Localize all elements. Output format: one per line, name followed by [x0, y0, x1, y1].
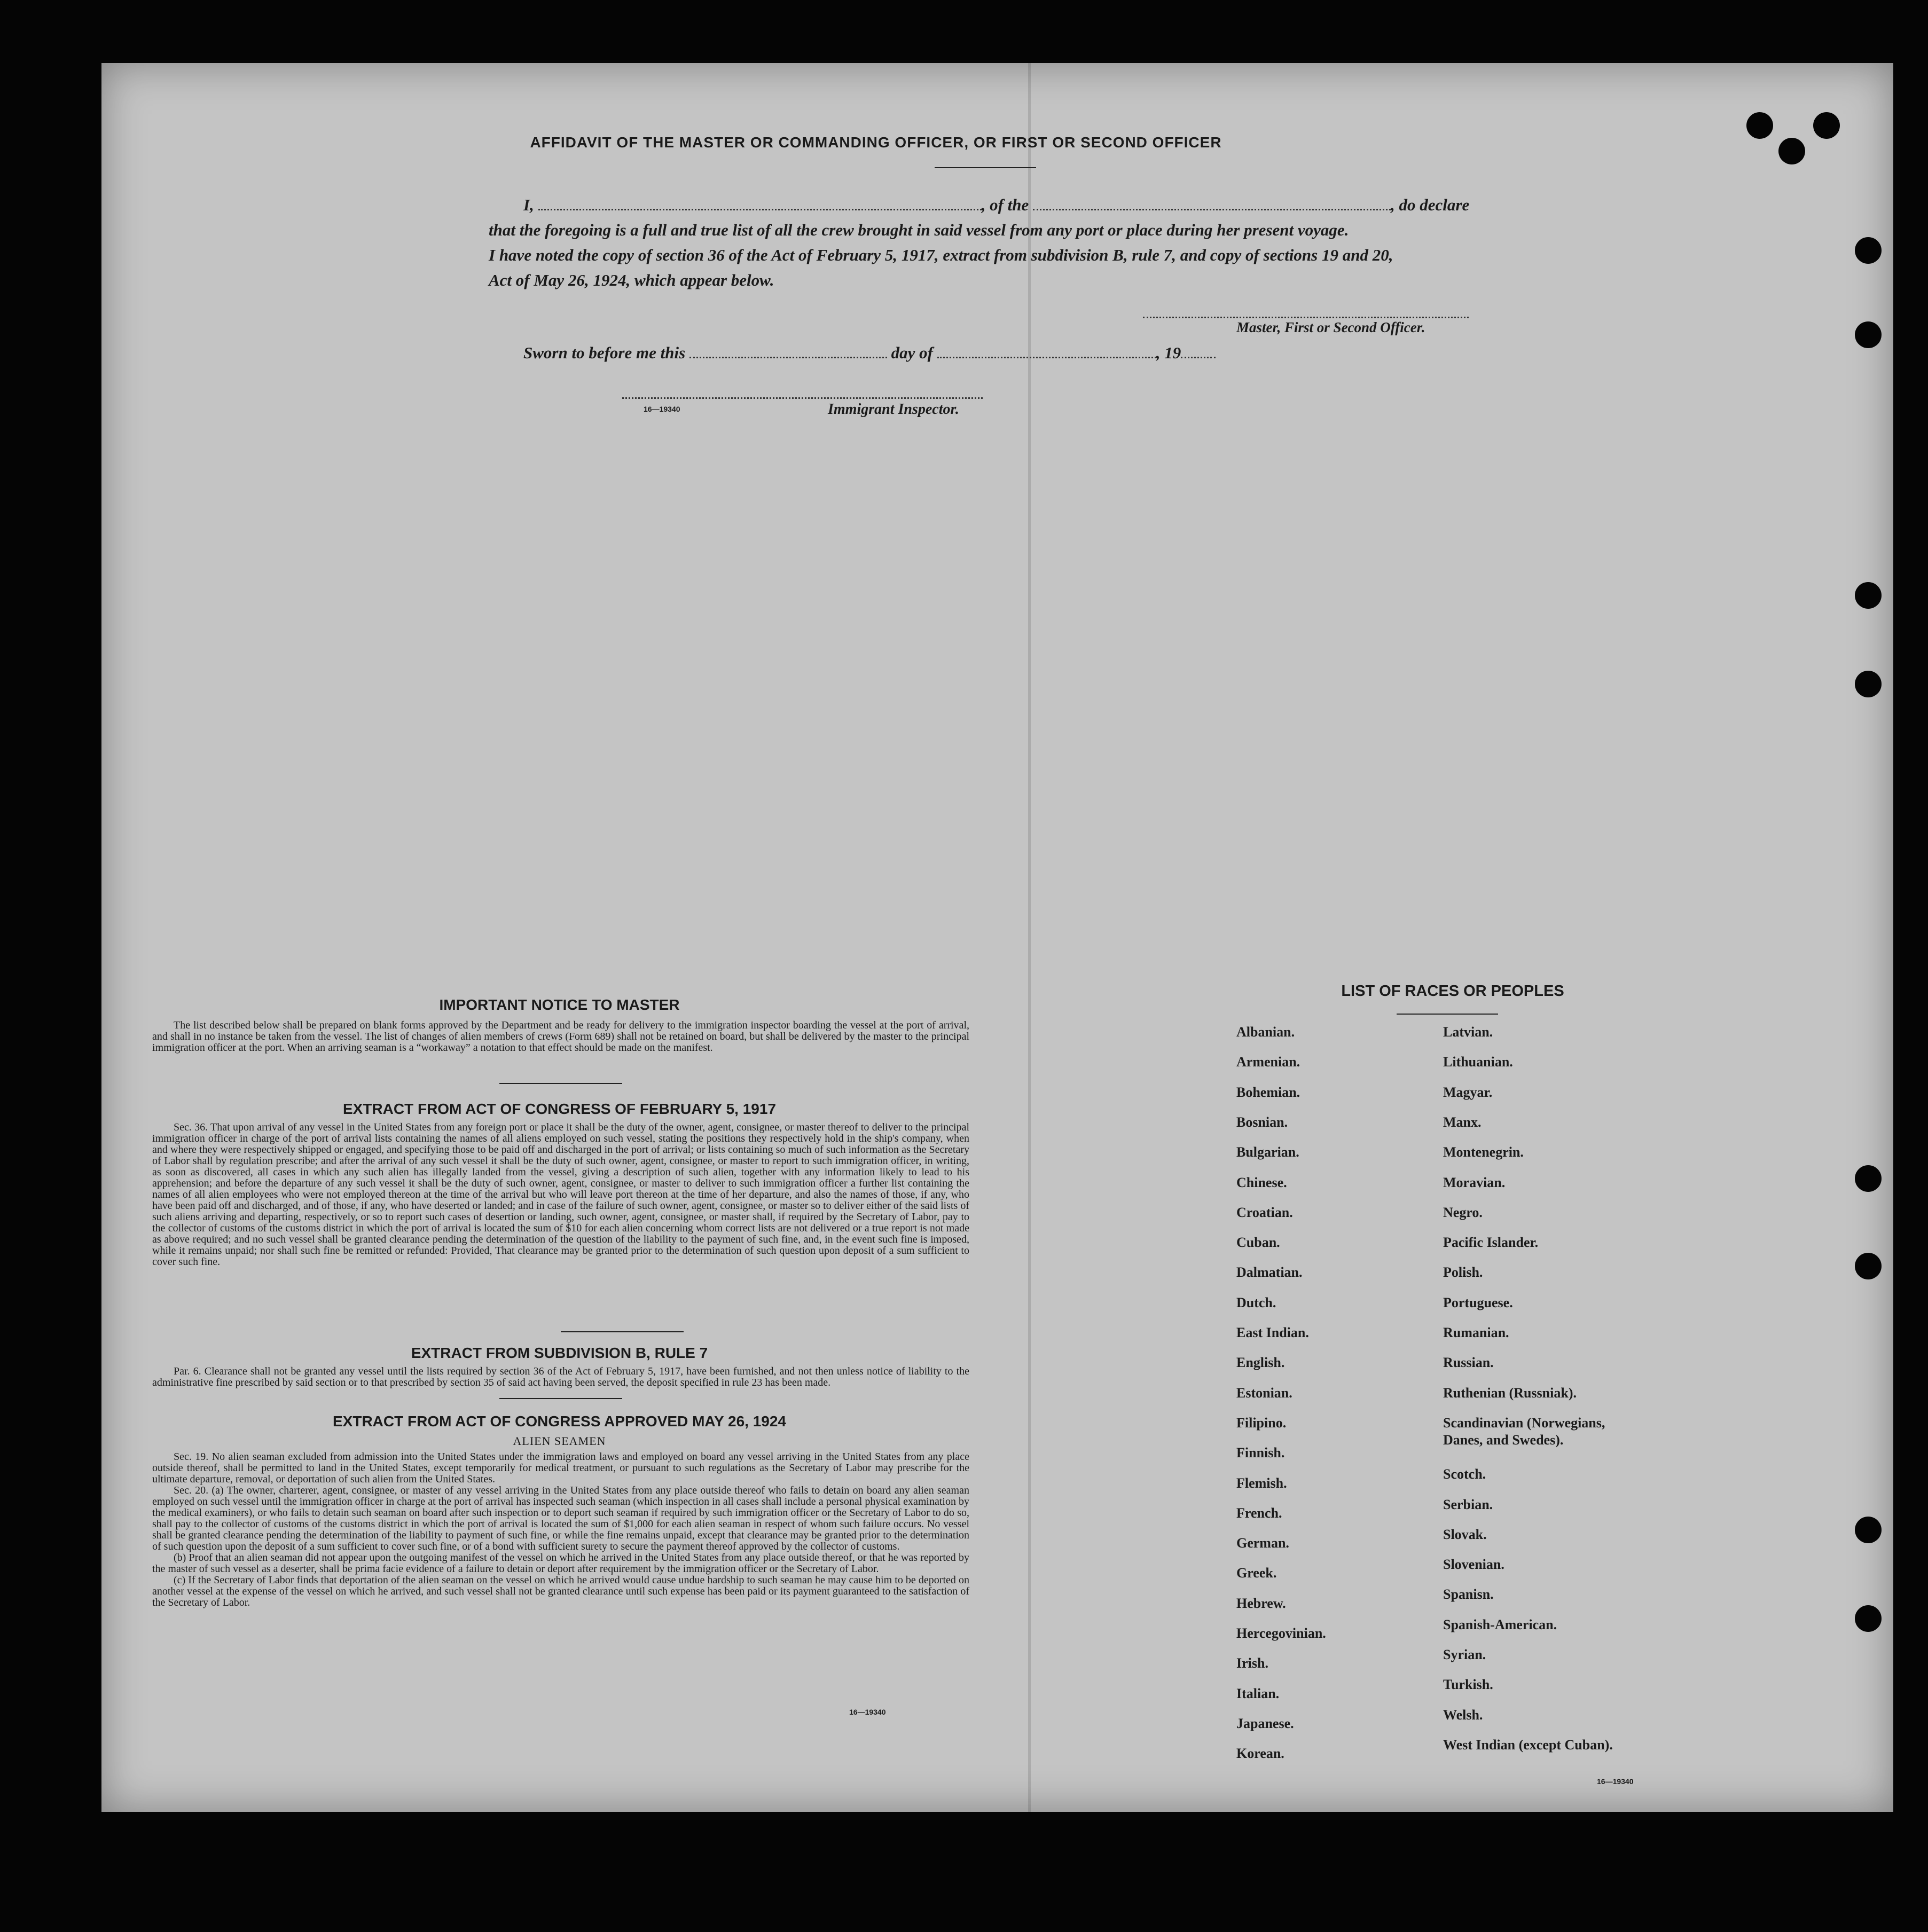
race-item: Italian.	[1236, 1686, 1280, 1701]
race-item: Latvian.	[1443, 1024, 1493, 1040]
race-item: Bosnian.	[1236, 1114, 1288, 1130]
year-blank	[1181, 357, 1216, 358]
race-item: West Indian (except Cuban).	[1443, 1737, 1613, 1753]
extract-1917-rule	[561, 1331, 684, 1332]
race-item: Spanisn.	[1443, 1587, 1494, 1602]
day-of-label: day of	[891, 343, 933, 362]
punch-hole	[1855, 582, 1882, 609]
race-item: Bohemian.	[1236, 1085, 1300, 1100]
race-item: Montenegrin.	[1443, 1144, 1524, 1160]
affidavit-line4: Act of May 26, 1924, which appear below.	[489, 271, 774, 289]
section-19: Sec. 19. No alien seaman excluded from admission into the United States under the immigration laws and employed on board any vessel arriving in the United States from any place outside thereof, shall be permitted to land in the United States, except temporarily for medical treatment, or pursuant to such regulations as the Secretary of Labor may prescribe for the ultimate departure, removal, or deportation of such alien from the United States.	[152, 1451, 969, 1485]
race-item: Greek.	[1236, 1565, 1277, 1581]
master-signature-line	[1143, 317, 1469, 318]
race-item: Scandinavian (Norwegians,	[1443, 1415, 1605, 1431]
center-fold	[1028, 63, 1031, 1812]
race-item: Irish.	[1236, 1655, 1268, 1671]
race-item: Danes, and Swedes).	[1443, 1432, 1564, 1448]
master-signature-label: Master, First or Second Officer.	[1236, 319, 1425, 335]
race-item: Bulgarian.	[1236, 1144, 1299, 1160]
race-item: Slovak.	[1443, 1527, 1487, 1542]
sworn-label: Sworn to before me this	[523, 343, 686, 362]
race-item: Scotch.	[1443, 1466, 1486, 1482]
extract-1924-subtitle: ALIEN SEAMEN	[513, 1434, 606, 1448]
extract-1924-form-number: 16—19340	[849, 1708, 886, 1716]
sworn-line	[523, 343, 1216, 363]
extract-1924-title: EXTRACT FROM ACT OF CONGRESS APPROVED MAY 26, 1924	[333, 1413, 786, 1430]
race-item: East Indian.	[1236, 1325, 1309, 1340]
extract-1917-title: EXTRACT FROM ACT OF CONGRESS OF FEBRUARY 5, 1917	[342, 1101, 777, 1117]
affidavit-line1	[523, 195, 1469, 215]
notice-body: The list described below shall be prepared on blank forms approved by the Department and be ready for delivery to the immigration inspector boarding the vessel at the port of arrival, and shall in no instance be taken from the vessel. The list of changes of alien members of crews (Form 689) shall not be retained on board, but shall be delivered by the master to the principal immigration officer at the port. When an arriving seaman is a “workaway” a notation to that effect should be made on the manifest.	[152, 1019, 969, 1054]
race-item: Magyar.	[1443, 1085, 1493, 1100]
day-blank	[689, 357, 887, 358]
race-item: Dutch.	[1236, 1295, 1276, 1310]
race-item: Finnish.	[1236, 1445, 1285, 1460]
race-item: Welsh.	[1443, 1707, 1483, 1723]
race-item: Serbian.	[1443, 1497, 1493, 1512]
punch-hole	[1855, 1517, 1882, 1543]
race-item: Portuguese.	[1443, 1295, 1513, 1310]
extract-1917-body: Sec. 36. That upon arrival of any vessel in the United States from any foreign port or place it shall be the duty of the owner, agent, consignee, or master thereof to deliver to the principal immigration officer in charge of the port of arrival lists containing the names of all aliens employed on such vessel, stating the positions they respectively hold in the ship's company, when and where they were respectively shipped or engaged, and specifying those to be paid off and discharged in the port of arrival; or lists containing so much of such information as the Secretary of Labor shall by regulation prescribe; and after the arrival of any such vessel it shall be the duty of such owner, agent, consignee, or master to report to such immigration officer, in writing, as soon as discovered, all cases in which any such alien has illegally landed from the vessel, giving a description of such alien, together with any information likely to lead to his apprehension; and before the departure of any such vessel it shall be the duty of such owner, agent, consignee, or master to deliver to such immigration officer a further list containing the names of all alien employees who were not employed thereon at the time of the arrival but who will leave port thereon at the time of her departure, and also the names of those, if any, who have been paid off and discharged, and of those, if any, who have deserted or landed; and in case of the failure of such owner, agent, consignee, or master so to deliver either of the said lists of such aliens arriving and departing, respectively, or so to report such cases of desertion or landing, such owner, agent, consignee, or master shall, if required by the Secretary of Labor, pay to the collector of customs of the customs district in which the port of arrival is located the sum of $10 for each alien concerning whom correct lists are not delivered or a true report is not made as above required; and no such vessel shall be granted clearance pending the determination of the question of the liability to the payment of such fine, and, in the event such fine is imposed, while it remains unpaid; nor shall such fine be remitted or refunded: Provided, That clearance may be granted prior to the determination of such question upon deposit of a sum sufficient to cover such fine.	[152, 1121, 969, 1268]
punch-hole	[1855, 1253, 1882, 1279]
race-item: Lithuanian.	[1443, 1054, 1513, 1070]
race-item: Polish.	[1443, 1265, 1483, 1280]
extract-b-title: EXTRACT FROM SUBDIVISION B, RULE 7	[411, 1345, 708, 1361]
race-item: Russian.	[1443, 1355, 1494, 1370]
race-item: Estonian.	[1236, 1385, 1292, 1401]
vessel-blank	[1033, 209, 1391, 210]
inspector-label: Immigrant Inspector.	[828, 401, 959, 418]
race-item: Spanish-American.	[1443, 1617, 1557, 1632]
race-item: Armenian.	[1236, 1054, 1300, 1070]
race-item: Japanese.	[1236, 1716, 1294, 1731]
race-item: Manx.	[1443, 1114, 1482, 1130]
name-blank	[538, 209, 982, 210]
races-form-number: 16—19340	[1597, 1777, 1634, 1786]
race-item: Dalmatian.	[1236, 1265, 1303, 1280]
punch-hole	[1813, 112, 1840, 139]
punch-hole	[1855, 1605, 1882, 1632]
punch-hole	[1855, 237, 1882, 264]
of-the-label: , of the	[981, 195, 1029, 214]
i-label: I,	[523, 195, 534, 214]
do-declare-label: , do declare	[1391, 195, 1470, 214]
race-item: Flemish.	[1236, 1475, 1287, 1491]
extract-b-body: Par. 6. Clearance shall not be granted any vessel until the lists required by section 36 of the Act of February 5, 1917, have been furnished, and not then unless notice of liability to the administrative fine prescribed by said section or to that prescribed by section 35 of said act having been served, the deposit specified in rule 23 has been made.	[152, 1365, 969, 1388]
race-item: German.	[1236, 1535, 1289, 1551]
race-item: Chinese.	[1236, 1175, 1287, 1190]
race-item: Moravian.	[1443, 1175, 1506, 1190]
extract-b-rule	[499, 1398, 622, 1399]
affidavit-line3: I have noted the copy of section 36 of the Act of February 5, 1917, extract from subdivision B, rule 7, and copy of sections 19 and 20,	[489, 246, 1393, 264]
inspector-signature-line	[622, 397, 983, 399]
document-sheet	[101, 63, 1893, 1812]
section-20c: (c) If the Secretary of Labor finds that deportation of the alien seaman on the vessel on which he arrived would cause undue hardship to such seaman he may cause him to be deported on another vessel at the expense of the vessel on which he arrived, and such vessel shall not be granted clearance until such expense has been paid or its payment guaranteed to the satisfaction of the Secretary of Labor.	[152, 1574, 969, 1608]
section-20b: (b) Proof that an alien seaman did not appear upon the outgoing manifest of the vessel on which he arrived in the United States from any place outside thereof, or that he was reported by the master of such vessel as a deserter, shall be prima facie evidence of a failure to detain or deport after requirement by the immigration officer or the Secretary of Labor.	[152, 1552, 969, 1575]
punch-hole	[1855, 1165, 1882, 1192]
section-20a: Sec. 20. (a) The owner, charterer, agent, consignee, or master of any vessel arriving in the United States from any place outside thereof who fails to detain on board any alien seaman employed on such vessel until the immigration officer in charge at the port of arrival has inspected such seaman (which inspection in all cases shall include a personal physical examination by the medical examiners), or who fails to detain such seaman on board after such inspection or to deport such seaman if required by such immigration officer or the Secretary of Labor to do so, shall pay to the collector of customs of the customs district in which the port of arrival is located the sum of $1,000 for each alien seaman in respect of whom such failure occurs. No vessel shall be granted clearance pending the determination of the liability to payment of such fine, or while the fine remains unpaid, except that clearance may be granted prior to the determination of such question upon the deposit of a sum sufficient to cover such fine, or of a bond with sufficient surety to secure the payment thereof approved by the collector of customs.	[152, 1485, 969, 1552]
race-item: French.	[1236, 1505, 1282, 1521]
extract-1924-body	[152, 1451, 969, 1608]
race-item: Hercegovinian.	[1236, 1625, 1326, 1641]
race-item: Korean.	[1236, 1746, 1284, 1761]
punch-hole	[1746, 112, 1773, 139]
notice-rule	[499, 1083, 622, 1084]
race-item: Negro.	[1443, 1205, 1483, 1220]
punch-hole	[1778, 138, 1805, 164]
race-item: Pacific Islander.	[1443, 1235, 1539, 1250]
race-item: Rumanian.	[1443, 1325, 1509, 1340]
race-item: Filipino.	[1236, 1415, 1287, 1431]
punch-hole	[1855, 671, 1882, 697]
races-rule	[1397, 1014, 1498, 1015]
race-item: Syrian.	[1443, 1647, 1486, 1662]
race-item: Hebrew.	[1236, 1596, 1286, 1611]
race-item: Turkish.	[1443, 1677, 1493, 1692]
race-item: Slovenian.	[1443, 1557, 1504, 1572]
race-item: English.	[1236, 1355, 1285, 1370]
race-item: Ruthenian (Russniak).	[1443, 1385, 1577, 1401]
races-title: LIST OF RACES OR PEOPLES	[1341, 983, 1564, 1000]
race-item: Cuban.	[1236, 1235, 1280, 1250]
affidavit-form-number: 16—19340	[644, 405, 680, 413]
race-item: Croatian.	[1236, 1205, 1293, 1220]
month-blank	[937, 357, 1156, 358]
affidavit-line2: that the foregoing is a full and true list of all the crew brought in said vessel from any port or place during her present voyage.	[489, 221, 1349, 239]
affidavit-title: AFFIDAVIT OF THE MASTER OR COMMANDING OFFICER, OR FIRST OR SECOND OFFICER	[530, 134, 1222, 151]
punch-hole	[1855, 321, 1882, 348]
race-item: Albanian.	[1236, 1024, 1295, 1040]
year-label: , 19	[1156, 343, 1181, 362]
notice-title: IMPORTANT NOTICE TO MASTER	[439, 996, 680, 1013]
title-rule	[935, 167, 1036, 168]
